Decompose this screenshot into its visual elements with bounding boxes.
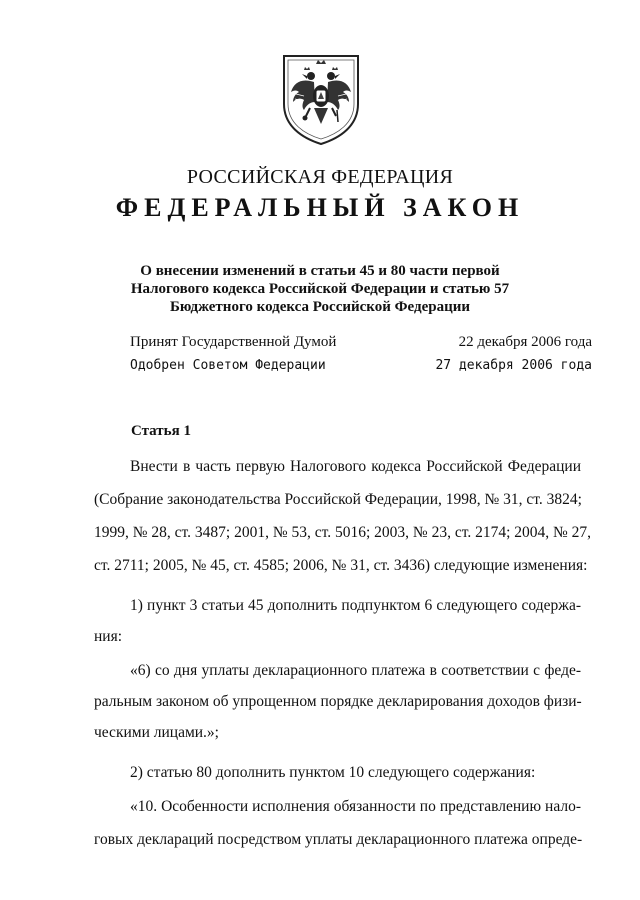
article-text-line: 1) пункт 3 статьи 45 дополнить подпунктом 6 следующего содержа-	[130, 597, 581, 614]
country-name: РОССИЙСКАЯ ФЕДЕРАЦИЯ	[186, 166, 454, 188]
article-text-line: ст. 2711; 2005, № 45, ст. 4585; 2006, № 31, ст. 3436) следующие изменения:	[94, 557, 588, 574]
article-text-line: «6) со дня уплаты декларационного платежа в соответствии с феде-	[130, 662, 581, 679]
article-text-line: ния:	[94, 628, 123, 645]
article-text-line: «10. Особенности исполнения обязанности по представлению нало-	[130, 798, 581, 815]
adoption-label: Одобрен Советом Федерации	[130, 358, 326, 373]
adoption-row-federation-council	[130, 358, 592, 380]
adoption-date: 27 декабря 2006 года	[435, 358, 592, 373]
article-text-line: Внести в часть первую Налогового кодекса Российской Федерации	[130, 458, 581, 475]
law-title	[120, 262, 520, 316]
law-title-line: Бюджетного кодекса Российской Федерации	[169, 299, 470, 315]
coat-of-arms-emblem	[274, 52, 368, 146]
article-heading: Статья 1	[131, 423, 191, 439]
article-text-line: 2) статью 80 дополнить пунктом 10 следующего содержания:	[130, 764, 536, 781]
law-title-line: Налогового кодекса Российской Федерации и статью 57	[130, 281, 510, 297]
law-type-heading: ФЕДЕРАЛЬНЫЙ ЗАКОН	[115, 193, 525, 222]
article-text-line: (Собрание законодательства Российской Федерации, 1998, № 31, ст. 3824;	[94, 491, 582, 508]
article-text-line: 1999, № 28, ст. 3487; 2001, № 53, ст. 5016; 2003, № 23, ст. 2174; 2004, № 27,	[94, 524, 592, 541]
adoption-label: Принят Государственной Думой	[130, 334, 337, 350]
article-text-line: ческими лицами.»;	[94, 724, 219, 741]
article-text-line: ральным законом об упрощенном порядке декларирования доходов физи-	[94, 693, 582, 710]
adoption-date: 22 декабря 2006 года	[458, 334, 592, 350]
article-text-line: говых деклараций посредством уплаты декларационного платежа опреде-	[94, 831, 583, 848]
adoption-row-duma	[130, 334, 592, 356]
law-title-line: О внесении изменений в статьи 45 и 80 части первой	[140, 263, 500, 279]
